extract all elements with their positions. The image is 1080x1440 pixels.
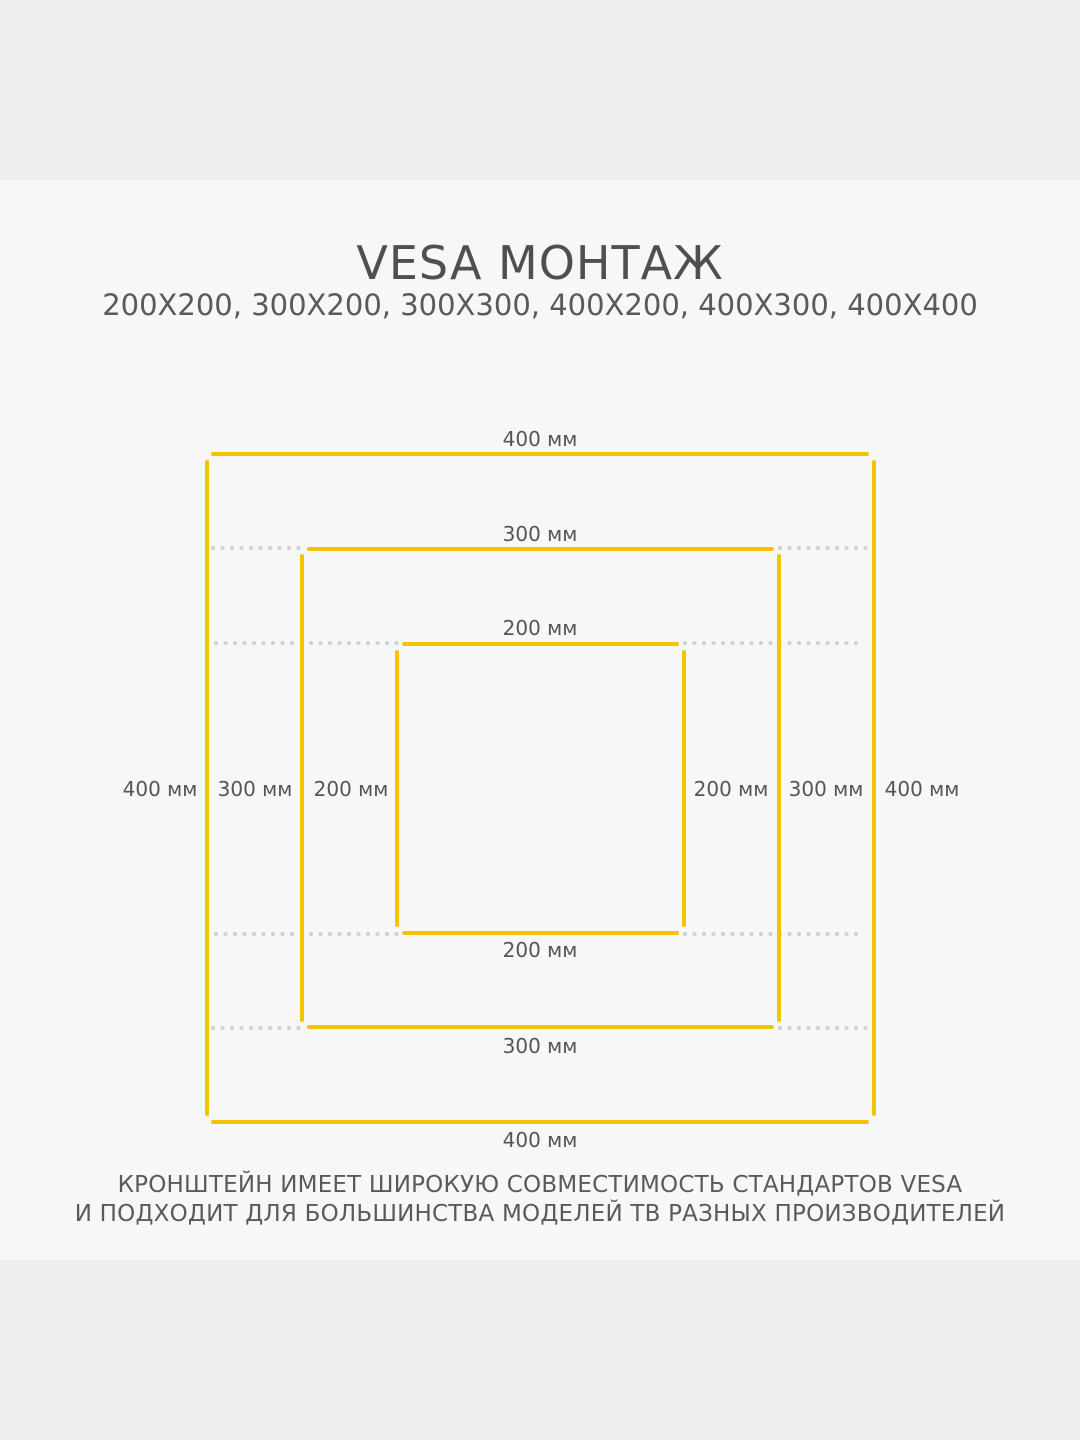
label-300-top: 300 мм (502, 522, 578, 546)
label-200-right: 200 мм (693, 777, 769, 801)
page-title: VESA МОНТАЖ (356, 236, 724, 290)
label-200-bottom: 200 мм (502, 938, 578, 962)
label-300-bottom: 300 мм (502, 1034, 578, 1058)
page-subtitle: 200X200, 300X200, 300X300, 400X200, 400X300, 400X400 (102, 288, 978, 322)
label-400-right: 400 мм (884, 777, 960, 801)
label-300-right: 300 мм (788, 777, 864, 801)
label-200-left: 200 мм (313, 777, 389, 801)
label-300-left: 300 мм (217, 777, 293, 801)
label-200-top: 200 мм (502, 616, 578, 640)
frame-400 (207, 454, 874, 1122)
label-400-left: 400 мм (122, 777, 198, 801)
label-400-top: 400 мм (502, 427, 578, 451)
caption-line-2: И ПОДХОДИТ ДЛЯ БОЛЬШИНСТВА МОДЕЛЕЙ ТВ РАЗНЫХ ПРОИЗВОДИТЕЛЕЙ (74, 1201, 1006, 1227)
caption-line-1: КРОНШТЕЙН ИМЕЕТ ШИРОКУЮ СОВМЕСТИМОСТЬ СТАНДАРТОВ VESA (117, 1172, 963, 1198)
label-400-bottom: 400 мм (502, 1128, 578, 1152)
frame-200 (397, 644, 684, 933)
